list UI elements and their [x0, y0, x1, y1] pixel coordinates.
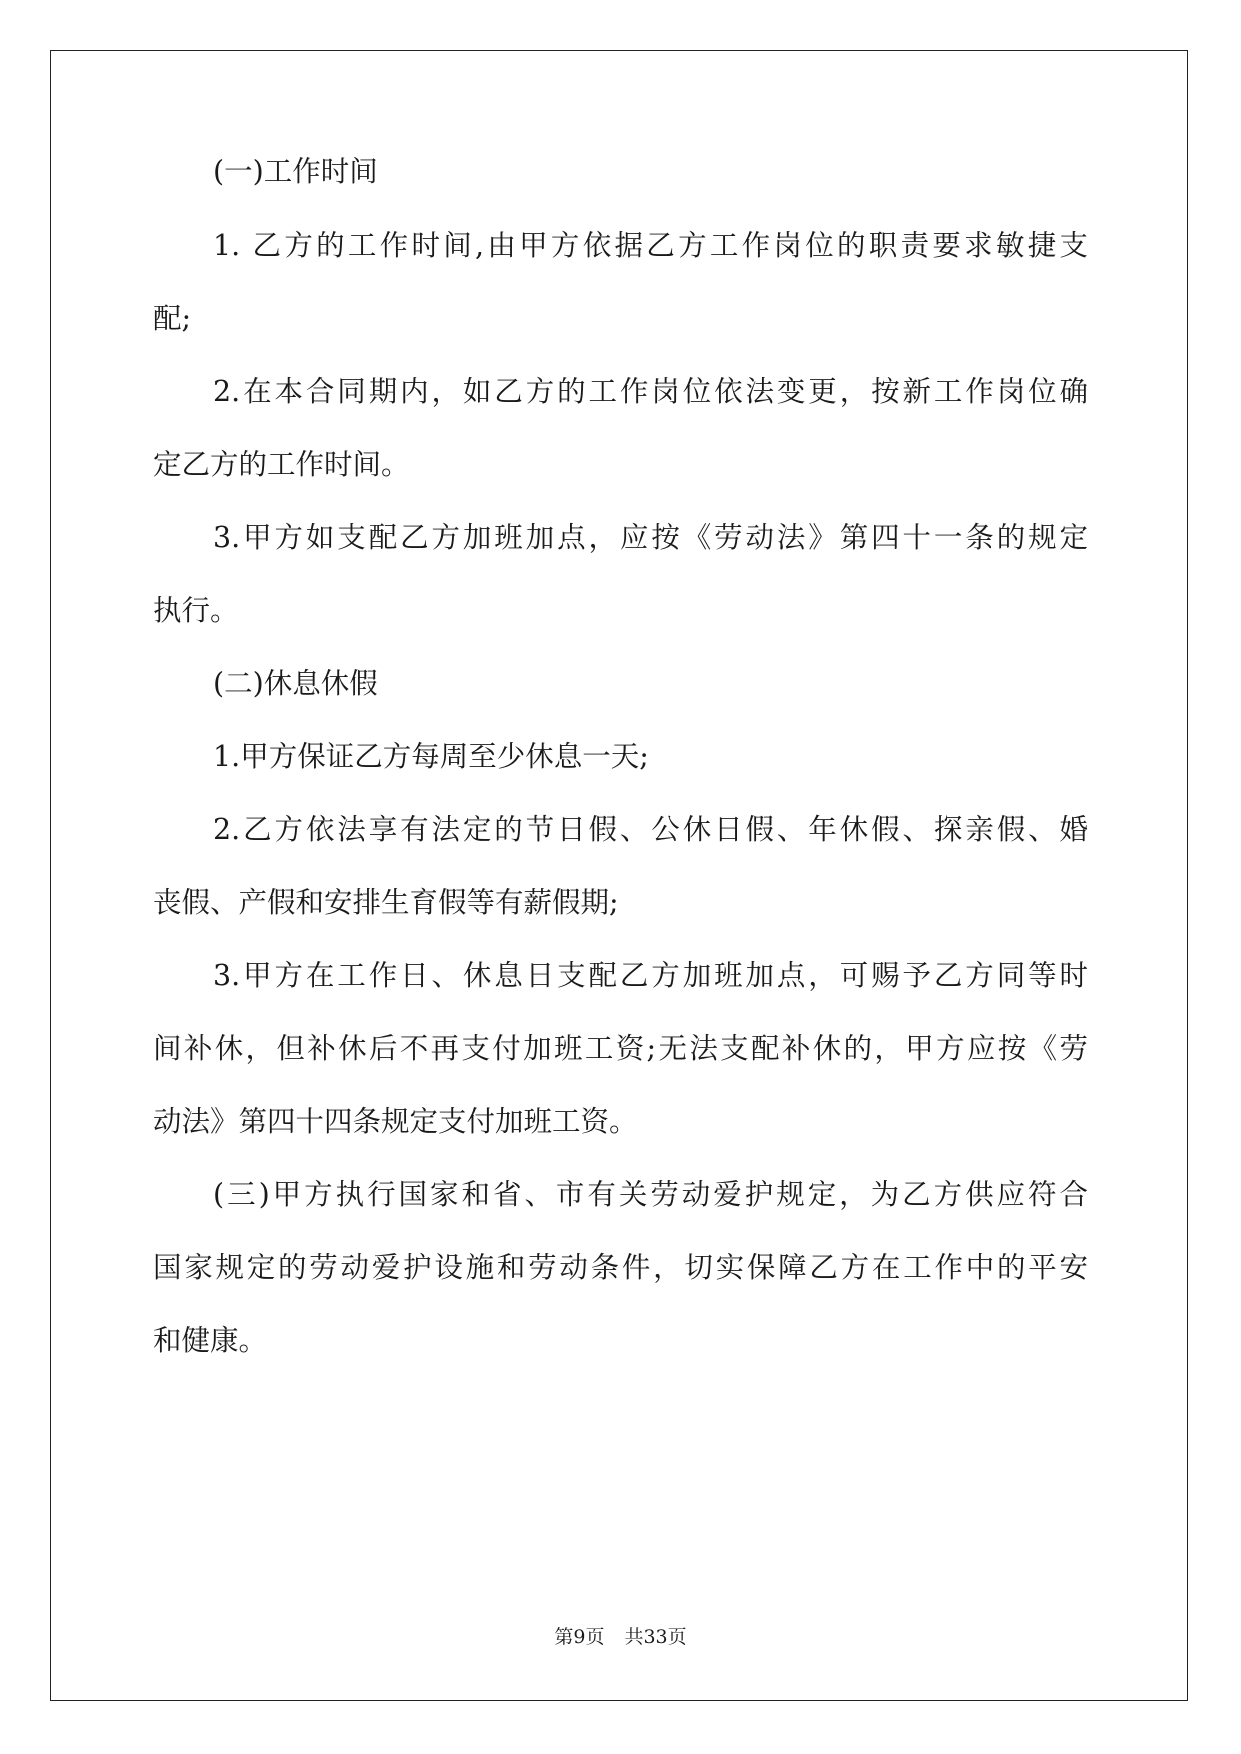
paragraph-line: 1. 乙方的工作时间,由甲方依据乙方工作岗位的职责要求敏捷支 [213, 229, 1088, 262]
page-total: 共33页 [624, 1626, 687, 1648]
paragraph-line: 3.甲方如支配乙方加班加点，应按《劳动法》第四十一条的规定 [213, 521, 1088, 554]
paragraph-line: 配; [153, 302, 192, 335]
page-number: 第9页 [554, 1626, 605, 1648]
paragraph-line: 1.甲方保证乙方每周至少休息一天; [213, 740, 649, 773]
paragraph-line: 间补休，但补休后不再支付加班工资;无法支配补休的，甲方应按《劳 [153, 1032, 1088, 1065]
page-footer [0, 1628, 1241, 1647]
paragraph-line: 3.甲方在工作日、休息日支配乙方加班加点，可赐予乙方同等时 [213, 959, 1088, 992]
page-border [50, 50, 1188, 1701]
paragraph-line: 国家规定的劳动爱护设施和劳动条件，切实保障乙方在工作中的平安 [153, 1251, 1088, 1284]
paragraph-line: 2.乙方依法享有法定的节日假、公休日假、年休假、探亲假、婚 [213, 813, 1088, 846]
section-heading-work-time: (一)工作时间 [213, 155, 378, 188]
paragraph-line: 和健康。 [153, 1324, 268, 1357]
paragraph-line: 执行。 [153, 594, 239, 627]
section-heading-rest-leave: (二)休息休假 [213, 667, 378, 700]
section-heading-labor-protection: (三)甲方执行国家和省、市有关劳动爱护规定，为乙方供应符合 [213, 1178, 1088, 1211]
paragraph-line: 动法》第四十四条规定支付加班工资。 [153, 1105, 638, 1138]
paragraph-line: 丧假、产假和安排生育假等有薪假期; [153, 886, 619, 919]
paragraph-line: 定乙方的工作时间。 [153, 448, 410, 481]
paragraph-line: 2.在本合同期内，如乙方的工作岗位依法变更，按新工作岗位确 [213, 375, 1088, 408]
